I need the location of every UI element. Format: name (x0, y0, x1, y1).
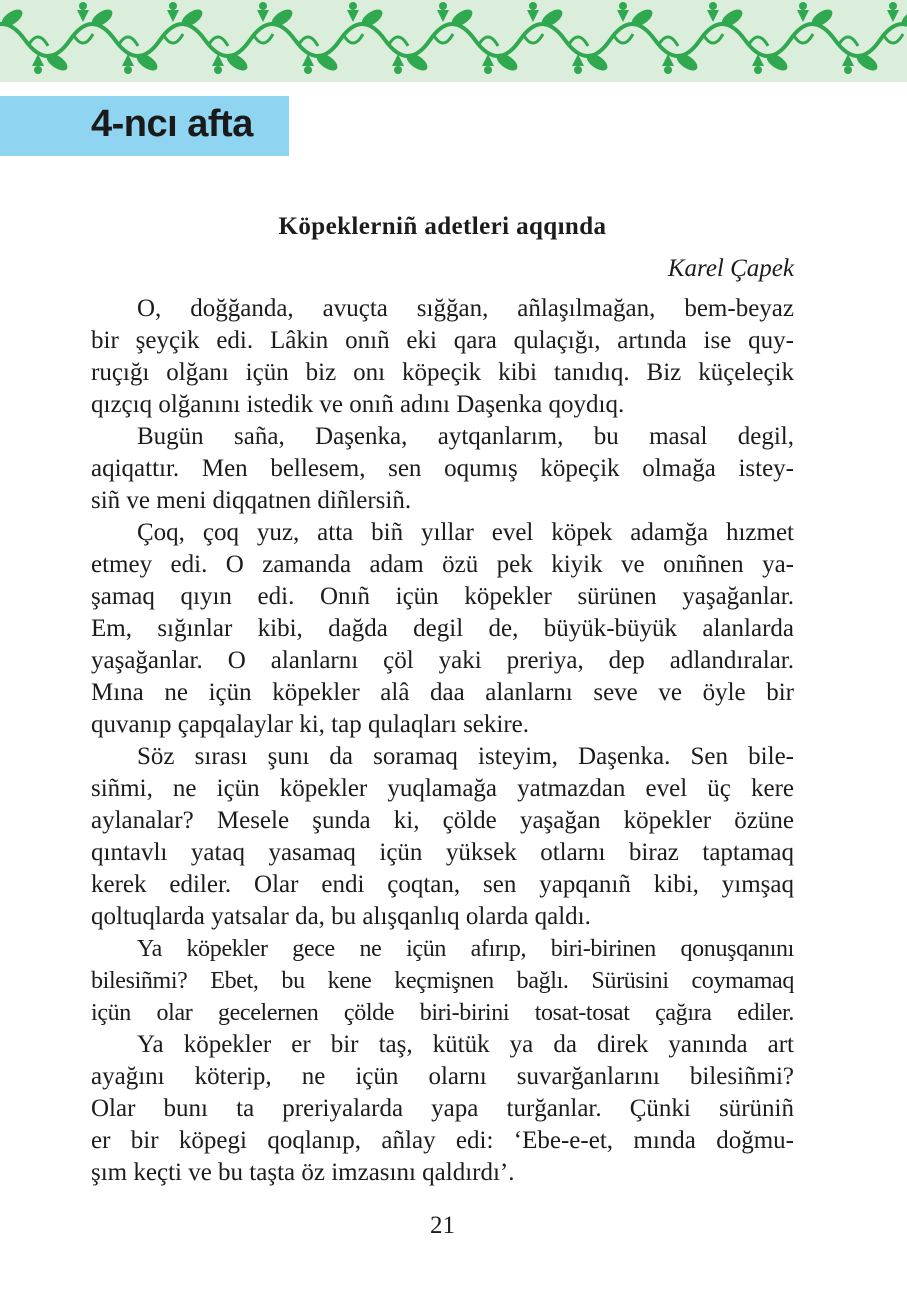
text-line: bir şeyçik edi. Lâkin onıñ eki qara qulaçığı, artında ise quy- (91, 327, 794, 354)
ornament-shape (79, 2, 87, 10)
ornament-shape (169, 2, 177, 10)
article-title: Köpeklerniñ adetleri aqqında (278, 213, 607, 240)
text-line: kerek ediler. Olar endi çoqtan, sen yapqanıñ kibi, yımşaq (91, 871, 794, 898)
ornament-shape (77, 10, 89, 22)
ornament-shape (887, 10, 899, 22)
text-line: Ya köpekler gece ne içün afırıp, biri-birinen qonuşqanını (137, 936, 794, 962)
ornament-shape (619, 2, 627, 10)
ornament-shape (484, 66, 492, 74)
text-line: yaşağanlar. O alanlarnı çöl yaki preriya, dep adlandıralar. (91, 647, 794, 674)
ornament-shape (799, 2, 807, 10)
ornament-shape (0, 24, 907, 56)
ornament-shape (664, 66, 672, 74)
text-line: ruçığı olğanı içün biz onı köpeçik kibi tanıdıq. Biz küçeleçik (91, 359, 794, 386)
ornament-shape (844, 66, 852, 74)
ornament-shape (889, 2, 897, 10)
text-line: qızçıq olğanını istedik ve onıñ adını Daşenka qoydıq. (91, 391, 625, 418)
ornament-shape (899, 6, 907, 30)
ornament-shape (347, 10, 359, 22)
ornament-shape (394, 66, 402, 74)
week-label: 4-ncı afta (91, 103, 253, 145)
text-line: Em, sığınlar kibi, dağda degil de, büyük-büyük alanlarda (91, 615, 794, 642)
text-line: er bir köpegi qoqlanıp, añlay edi: ‘Ebe-e-et, mında doğmu- (91, 1127, 794, 1154)
text-line: qıntavlı yataq yasamaq içün yüksek otlarnı biraz taptamaq (91, 839, 794, 866)
ornament-shape (259, 2, 267, 10)
ornament-shape (167, 10, 179, 22)
text-line: Bugün saña, Daşenka, aytqanlarım, bu masal degil, (137, 423, 794, 450)
text-line: Ya köpekler er bir taş, kütük ya da direk yanında art (137, 1031, 794, 1058)
ornament-shape (707, 10, 719, 22)
page-number: 21 (430, 1212, 455, 1239)
text-line: Söz sırası şunı da soramaq isteyim, Daşenka. Sen bile- (137, 743, 794, 770)
text-line: Olar bunı ta preriyalarda yapa turğanlar. Çünki sürüniñ (91, 1095, 794, 1122)
text-line: siñ ve meni diqqatnen diñlersiñ. (91, 487, 412, 514)
text-line: aylanalar? Mesele şunda ki, çölde yaşağan köpekler özüne (91, 807, 794, 834)
text-line: şım keçti ve bu taşta öz imzasını qaldırdı’. (91, 1159, 515, 1186)
ornament-shape (439, 2, 447, 10)
text-line: aqiqattır. Men bellesem, sen oqumış köpeçik olmağa istey- (91, 455, 794, 482)
text-line: şamaq qıyın edi. Onıñ içün köpekler sürünen yaşağanlar. (91, 583, 794, 610)
ornament-shape (574, 66, 582, 74)
text-line: Çoq, çoq yuz, atta biñ yıllar evel köpek adamğa hızmet (137, 519, 794, 546)
ornament-shape (709, 2, 717, 10)
text-line: etmey edi. O zamanda adam özü pek kiyik ve onıñnen ya- (91, 551, 794, 578)
article-author: Karel Çapek (667, 255, 794, 282)
text-line: siñmi, ne içün köpekler yuqlamağa yatmazdan evel üç kere (91, 775, 794, 802)
decorative-leaf-banner (0, 0, 907, 82)
ornament-shape (34, 66, 42, 74)
ornament-shape (754, 66, 762, 74)
text-line: quvanıp çapqalaylar ki, tap qulaqları sekire. (91, 711, 530, 738)
week-label-tab (0, 96, 289, 156)
ornament-shape (304, 66, 312, 74)
ornament-shape (797, 10, 809, 22)
ornament-shape (349, 2, 357, 10)
text-line: O, doğğanda, avuçta sığğan, añlaşılmağan, bem-beyaz (137, 295, 794, 322)
leaf-ornament-icon (0, 0, 907, 82)
text-line: bilesiñmi? Ebet, bu kene keçmişnen bağlı. Sürüsini coymamaq (91, 968, 794, 994)
ornament-shape (527, 10, 539, 22)
ornament-shape (617, 10, 629, 22)
article-body (91, 293, 794, 1189)
ornament-shape (529, 2, 537, 10)
ornament-shape (257, 10, 269, 22)
ornament-shape (437, 10, 449, 22)
ornament-shape (124, 66, 132, 74)
text-line: qoltuqlarda yatsalar da, bu alışqanlıq olarda qaldı. (91, 903, 591, 930)
text-line: içün olar gecelernen çölde biri-birini tosat-tosat çağıra ediler. (91, 1000, 794, 1026)
text-line: Mına ne içün köpekler alâ daa alanlarnı seve ve öyle bir (91, 679, 794, 706)
ornament-shape (214, 66, 222, 74)
text-line: ayağını köterip, ne içün olarnı suvarğanlarını bilesiñmi? (91, 1063, 794, 1090)
